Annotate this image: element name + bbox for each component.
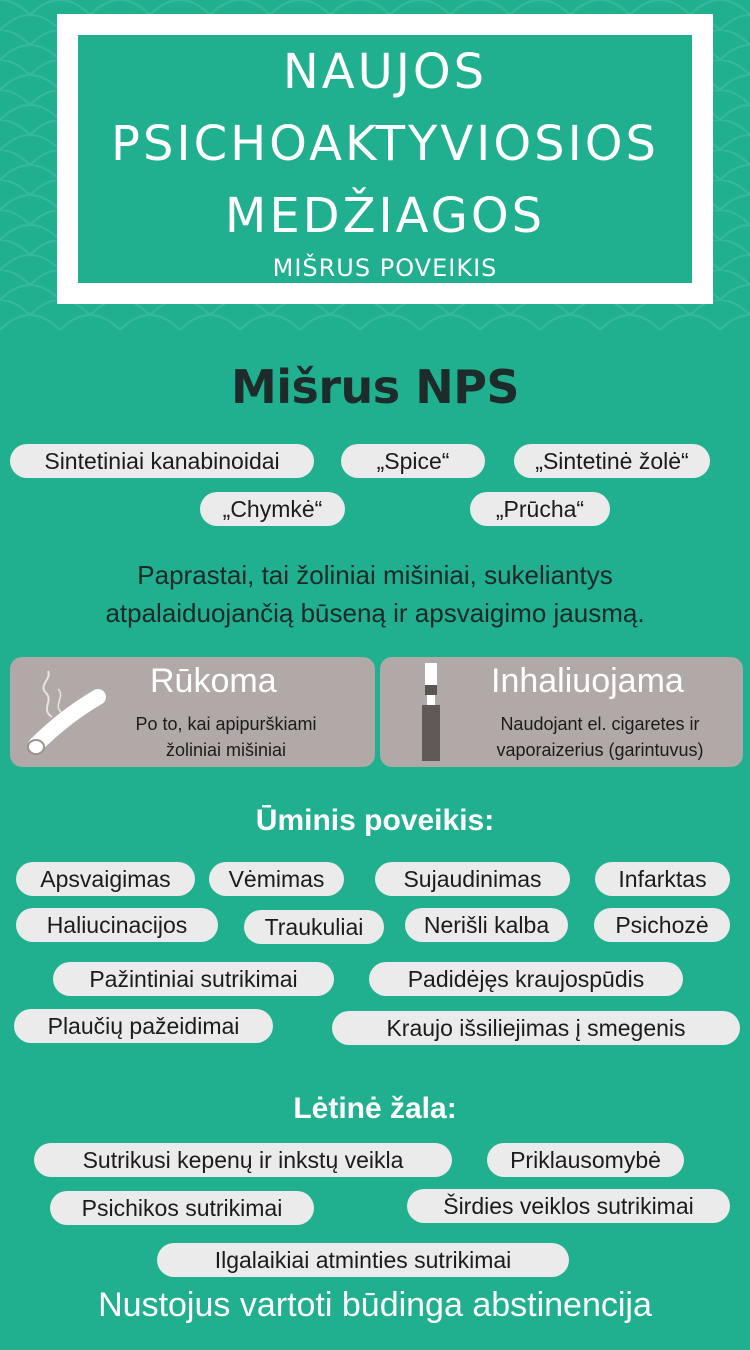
acute-heading: Ūminis poveikis: [255,804,495,837]
method-card-inhaling [380,657,743,767]
name-pill: „Prūcha“ [470,492,610,526]
effect-pill: Sujaudinimas [375,862,570,896]
harm-pill: Priklausomybė [487,1143,684,1177]
method-text-line: Po to, kai apipurškiami [135,714,317,734]
effect-pill: Psichozė [594,908,730,942]
harm-pill: Sutrikusi kepenų ir inkstų veikla [34,1143,452,1177]
title-line-1: NAUJOS [282,44,488,100]
method-text-line: vaporaizerius (garintuvus) [496,740,704,760]
effect-pill: Pažintiniai sutrikimai [53,962,334,996]
footer-note: Nustojus vartoti būdinga abstinencija [98,1286,652,1324]
name-pill: „Chymkė“ [200,492,345,526]
description-line: Paprastai, tai žoliniai mišiniai, sukeliantys [137,560,613,590]
method-title: Inhaliuojama [491,662,684,700]
method-card-smoking [10,657,375,767]
method-description [110,711,342,763]
title-line-2: PSICHOAKTYVIOSIOS [111,116,659,172]
chronic-heading: Lėtinė žala: [293,1092,457,1125]
effect-pill: Nerišli kalba [405,908,568,942]
effect-pill: Padidėjęs kraujospūdis [369,962,683,996]
effect-pill: Vėmimas [209,862,344,896]
main-heading: Mišrus NPS [230,360,520,414]
effect-pill: Haliucinacijos [16,908,218,942]
name-pill: „Sintetinė žolė“ [514,444,710,478]
effect-pill: Kraujo išsiliejimas į smegenis [332,1011,740,1045]
method-text-line: Naudojant el. cigaretes ir [500,714,700,734]
effect-pill: Plaučių pažeidimai [14,1009,273,1043]
title-line-3: MEDŽIAGOS [224,188,546,244]
effect-pill: Traukuliai [244,910,384,944]
cigarette-icon [22,665,108,761]
subtitle: MIŠRUS POVEIKIS [272,254,498,282]
harm-pill: Ilgalaikiai atminties sutrikimai [157,1243,569,1277]
effect-pill: Infarktas [595,862,730,896]
title-panel [78,35,692,283]
effect-pill: Apsvaigimas [16,862,195,896]
title-frame [57,14,713,304]
harm-pill: Širdies veiklos sutrikimai [407,1189,730,1223]
description-line: atpalaiduojančią būseną ir apsvaigimo jausmą. [105,598,645,628]
name-pill: „Spice“ [341,444,485,478]
method-description [465,711,735,763]
harm-pill: Psichikos sutrikimai [50,1191,314,1225]
e-cigarette-icon [408,661,458,765]
method-text-line: žoliniai mišiniai [165,740,287,760]
name-pill: Sintetiniai kanabinoidai [10,444,314,478]
method-title: Rūkoma [150,662,277,700]
description [20,556,730,632]
